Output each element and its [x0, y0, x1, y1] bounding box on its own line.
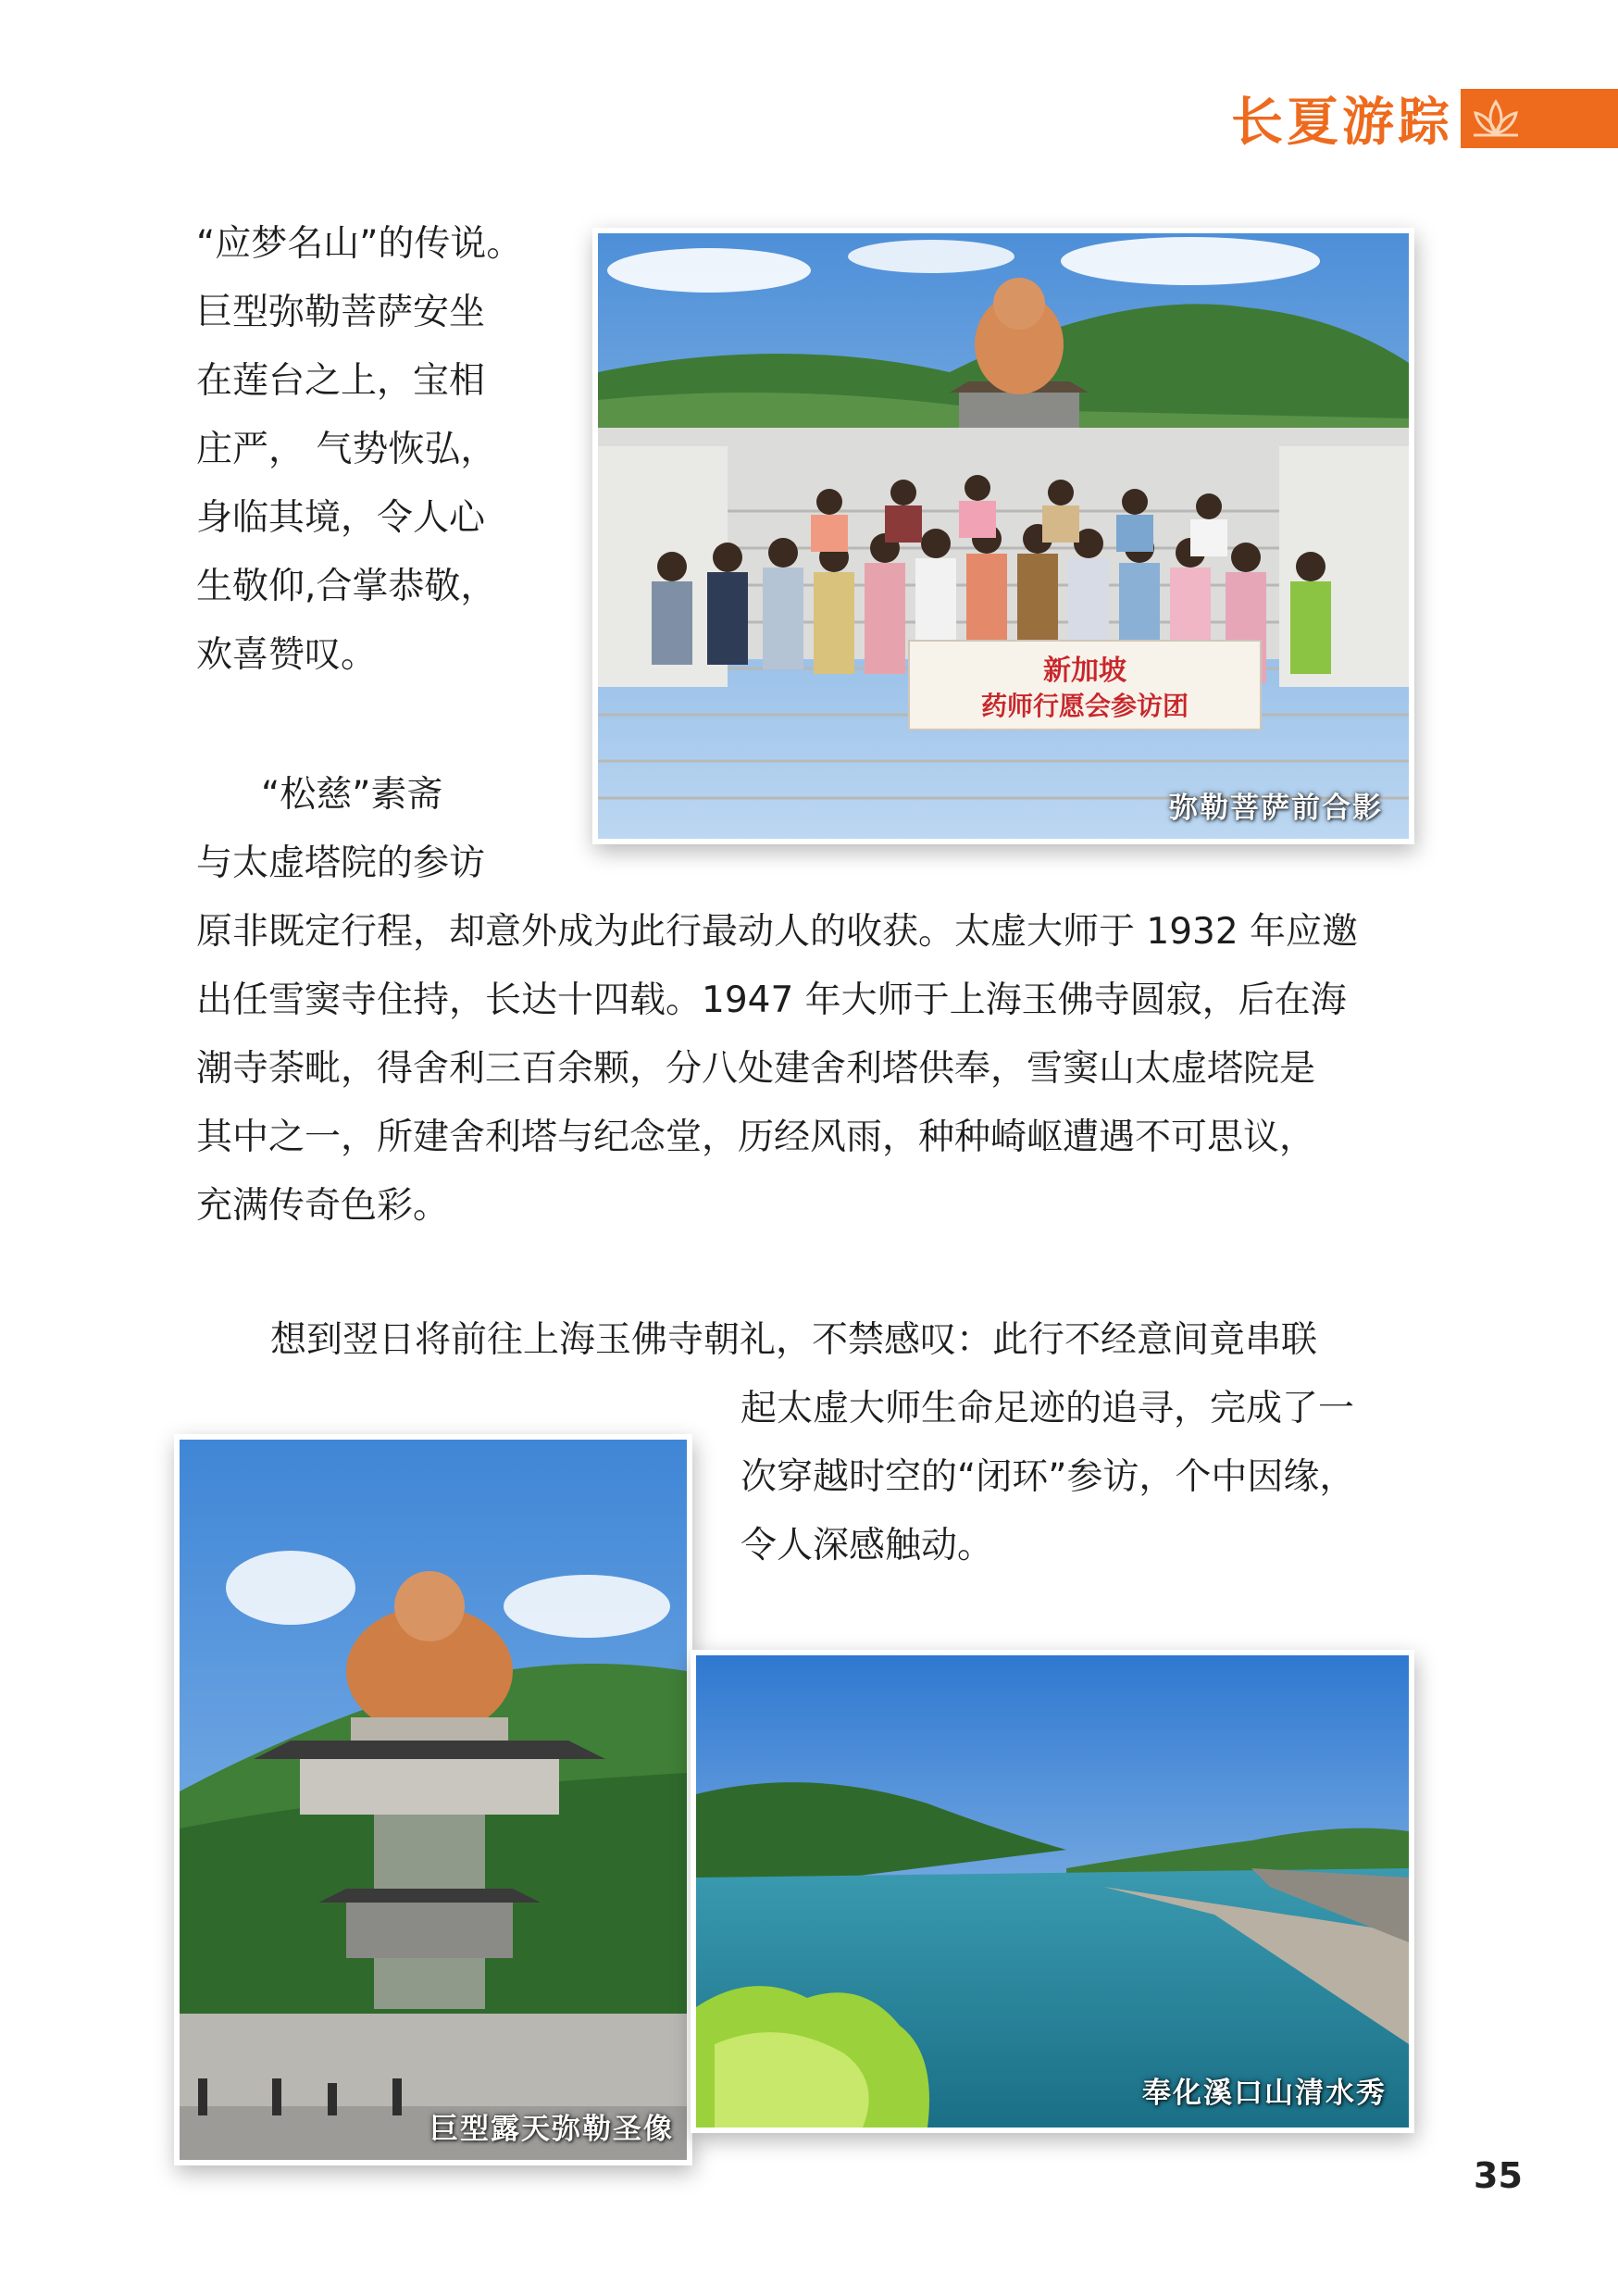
paragraph-legend [196, 210, 529, 690]
banner-text-line2: 药师行愿会参访团 [980, 691, 1189, 721]
section-title: 长夏游踪 [1231, 93, 1453, 153]
text-line: 在莲台之上，宝相 [196, 360, 486, 402]
text-line: 原非既定行程，却意外成为此行最动人的收获。太虚大师于 1932 年应邀 [196, 911, 1359, 953]
xikou-river-photo [691, 1650, 1414, 2133]
maitreya-statue-photo [174, 1434, 692, 2165]
text-line: 起太虚大师生命足迹的追寻，完成了一 [741, 1388, 1355, 1429]
header-accent-bar [1461, 89, 1618, 148]
text-line: 出任雪窦寺住持，长达十四载。1947 年大师于上海玉佛寺圆寂，后在海 [196, 980, 1347, 1021]
text-line: 身临其境，令人心 [196, 497, 486, 539]
text-line: 充满传奇色彩。 [196, 1185, 450, 1227]
text-line: 生敬仰,合掌恭敬， [196, 566, 497, 607]
text-line: 巨型弥勒菩萨安坐 [196, 292, 486, 333]
group-photo-image [598, 233, 1409, 839]
group-photo [592, 228, 1414, 844]
photo-caption: 巨型露天弥勒圣像 [429, 2113, 674, 2146]
text-line: 与太虚塔院的参访 [196, 842, 486, 884]
text-line: 庄严， 气势恢弘， [196, 429, 497, 470]
text-line: 欢喜赞叹。 [196, 634, 378, 676]
banner-text-line1: 新加坡 [1043, 655, 1126, 687]
river-photo-image [696, 1655, 1409, 2128]
text-line: 潮寺荼毗，得舍利三百余颗，分八处建舍利塔供奉，雪窦山太虚塔院是 [196, 1048, 1316, 1090]
text-line: 想到翌日将前往上海玉佛寺朝礼，不禁感叹：此行不经意间竟串联 [270, 1319, 1318, 1361]
text-line: 其中之一，所建舍利塔与纪念堂，历经风雨，种种崎岖遭遇不可思议， [196, 1117, 1316, 1158]
photo-caption: 奉化溪口山清水秀 [1142, 2077, 1387, 2110]
lotus-icon [1468, 96, 1524, 141]
text-line: “松慈”素斋 [261, 774, 443, 816]
page-number: 35 [1474, 2155, 1523, 2196]
statue-photo-image [180, 1440, 687, 2160]
text-line: 令人深感触动。 [741, 1525, 994, 1566]
photo-caption: 弥勒菩萨前合影 [1169, 792, 1383, 825]
text-line: 次穿越时空的“闭环”参访，个中因缘， [741, 1456, 1356, 1498]
text-line: “应梦名山”的传说。 [196, 223, 523, 265]
